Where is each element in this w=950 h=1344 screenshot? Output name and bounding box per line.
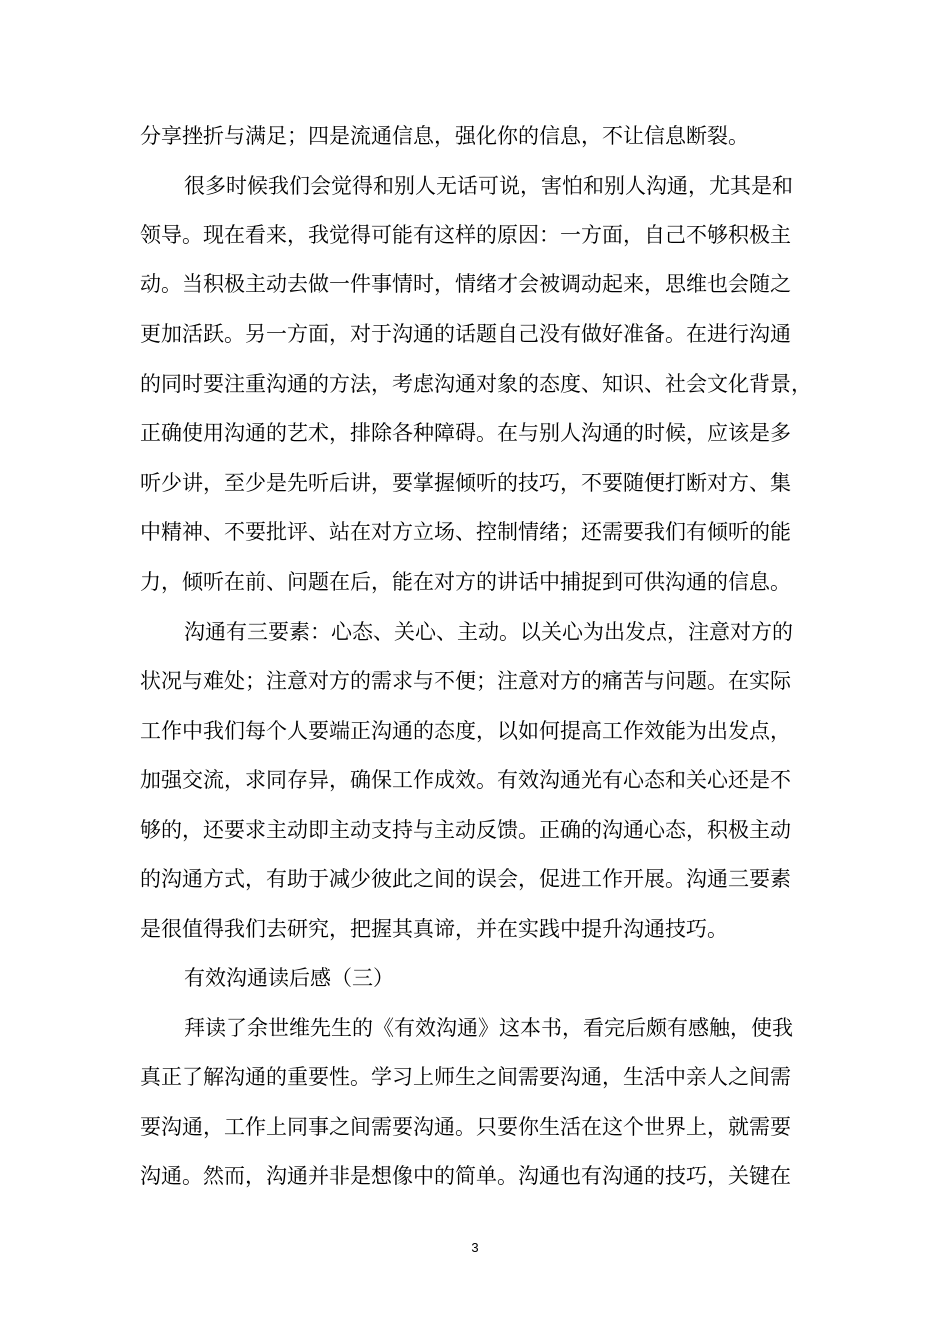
page-number: 3 — [471, 1240, 479, 1255]
text-line: 状况与难处；注意对方的需求与不便；注意对方的痛苦与问题。在实际 — [140, 669, 791, 693]
text-line: 的沟通方式，有助于减少彼此之间的误会，促进工作开展。沟通三要素 — [140, 867, 791, 891]
text-line: 动。当积极主动去做一件事情时，情绪才会被调动起来，思维也会随之 — [140, 272, 791, 296]
text-line: 听少讲，至少是先听后讲，要掌握倾听的技巧，不要随便打断对方、集 — [140, 471, 791, 495]
text-line: 真正了解沟通的重要性。学习上师生之间需要沟通，生活中亲人之间需 — [140, 1065, 791, 1089]
section-heading: 有效沟通读后感（三） — [184, 966, 394, 990]
text-line: 更加活跃。另一方面，对于沟通的话题自己没有做好准备。在进行沟通 — [140, 322, 791, 346]
text-line: 要沟通，工作上同事之间需要沟通。只要你生活在这个世界上，就需要 — [140, 1115, 791, 1139]
text-line: 是很值得我们去研究，把握其真谛，并在实践中提升沟通技巧。 — [140, 917, 728, 941]
text-line: 工作中我们每个人要端正沟通的态度，以如何提高工作效能为出发点， — [140, 719, 791, 743]
paragraph-first-line: 很多时候我们会觉得和别人无话可说，害怕和别人沟通，尤其是和 — [184, 174, 793, 198]
paragraph-first-line: 沟通有三要素：心态、关心、主动。以关心为出发点，注意对方的 — [184, 620, 793, 644]
text-line: 分享挫折与满足；四是流通信息，强化你的信息，不让信息断裂。 — [140, 124, 749, 148]
text-line: 够的，还要求主动即主动支持与主动反馈。正确的沟通心态，积极主动 — [140, 818, 791, 842]
text-line: 的同时要注重沟通的方法，考虑沟通对象的态度、知识、社会文化背景， — [140, 372, 812, 396]
text-line: 中精神、不要批评、站在对方立场、控制情绪；还需要我们有倾听的能 — [140, 520, 791, 544]
text-line: 加强交流，求同存异，确保工作成效。有效沟通光有心态和关心还是不 — [140, 768, 791, 792]
text-line: 正确使用沟通的艺术，排除各种障碍。在与别人沟通的时候，应该是多 — [140, 421, 791, 445]
paragraph-first-line: 拜读了余世维先生的《有效沟通》这本书，看完后颇有感触，使我 — [184, 1016, 793, 1040]
text-line: 领导。现在看来，我觉得可能有这样的原因：一方面，自己不够积极主 — [140, 223, 791, 247]
text-line: 沟通。然而，沟通并非是想像中的简单。沟通也有沟通的技巧，关键在 — [140, 1164, 791, 1188]
text-line: 力，倾听在前、问题在后，能在对方的讲话中捕捉到可供沟通的信息。 — [140, 570, 791, 594]
